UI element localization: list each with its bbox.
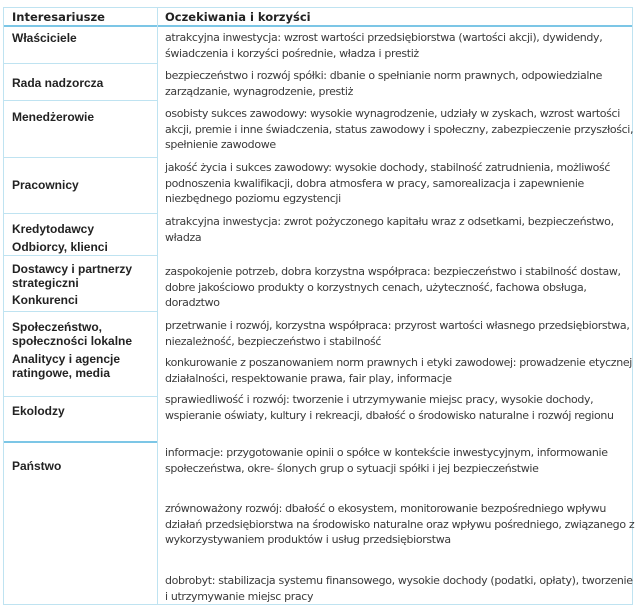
- stakeholder-label: Analitycy i agencje ratingowe, media: [12, 352, 121, 380]
- expectation-text: jakość życia i sukces zawodowy: wysokie dochody, stabilność zatrudnienia, możliwość podnoszenia kwalifikacji, dobra atmosfera w pracy, samorealizacja i zapewnienie niezbędnego poziomu egzystencji: [165, 161, 611, 205]
- expectation-text: konkurowanie z poszanowaniem norm prawnych i etyki zawodowej: prowadzenie etycznej działalności, respektowanie prawa, fair play, informacje: [165, 356, 632, 385]
- stakeholder-label: Ekolodzy: [12, 404, 65, 418]
- stakeholder-label: Właściciele: [12, 31, 77, 45]
- expectation-text: dobrobyt: stabilizacja systemu finansowego, wysokie dochody (podatki, opłaty), tworzenie i utrzymywanie miejsc pracy: [165, 574, 633, 603]
- table-row-creditors-clients: [4, 214, 157, 256]
- header-expectations: Oczekiwania i korzyści: [165, 10, 311, 24]
- table-row-state: [4, 443, 157, 605]
- table-header: [4, 8, 632, 27]
- expectation-text: sprawiedliwość i rozwój: tworzenie i utrzymywanie miejsc pracy, wysokie dochody, wspieranie oświaty, kultury i rekreacji, dbałość o środowisko naturalne i rozwój regionu: [165, 393, 614, 422]
- table-row-ecologists: [4, 397, 157, 443]
- table-row-managers: [4, 101, 157, 158]
- expectation-text: zaspokojenie potrzeb, dobra korzystna współpraca: bezpieczeństwo i stabilność dostaw, dobre jakościowo produkty o korzystnych cenach, użyteczność, fachowa obsługa, doradztwo: [165, 265, 621, 309]
- header-stakeholders: Interesariusze: [12, 10, 105, 24]
- table-row-society-analysts: [4, 312, 157, 397]
- stakeholders-table: [3, 7, 633, 605]
- stakeholder-label: Kredytodawcy: [12, 222, 95, 236]
- stakeholder-label: Społeczeństwo, społeczności lokalne: [12, 320, 133, 348]
- stakeholder-label: Dostawcy i partnerzy strategiczni: [12, 262, 133, 290]
- expectation-text: atrakcyjna inwestycja: zwrot pożyczonego kapitału wraz z odsetkami, bezpieczeństwo, władza: [165, 215, 614, 244]
- expectation-text: przetrwanie i rozwój, korzystna współpraca: przyrost wartości własnego przedsiębiorstwa, niezależność, bezpieczeństwo i stabilność: [165, 319, 630, 348]
- column-divider: [157, 8, 158, 604]
- stakeholder-label: Konkurenci: [12, 293, 79, 307]
- table-row-employees: [4, 158, 157, 214]
- table-row-suppliers-competitors: [4, 256, 157, 312]
- expectation-text: osobisty sukces zawodowy: wysokie wynagrodzenie, udziały w zyskach, wzrost wartości akcji, premie i inne świadczenia, status zawodowy i społeczny, zabezpieczenie przyszłości, spełnienie zawodowe: [165, 107, 634, 151]
- stakeholder-label: Państwo: [12, 459, 62, 473]
- stakeholder-label: Rada nadzorcza: [12, 76, 104, 90]
- table-row-owners: [4, 27, 157, 64]
- expectation-text: bezpieczeństwo i rozwój spółki: dbanie o spełnianie norm prawnych, odpowiedzialne zarządzanie, wynagrodzenie, prestiż: [165, 69, 603, 98]
- stakeholder-label: Menedżerowie: [12, 110, 95, 124]
- stakeholder-label: Pracownicy: [12, 178, 79, 192]
- expectation-text: zrównoważony rozwój: dbałość o ekosystem, monitorowanie bezpośredniego wpływu działań przedsiębiorstwa na środowisko naturalne oraz wpływu pośredniego, związanego z wykorzystywaniem produktów i usług przedsiębiorstwa: [165, 502, 635, 546]
- expectation-text: atrakcyjna inwestycja: wzrost wartości przedsiębiorstwa (wartości akcji), dywidendy, świadczenia i korzyści pośrednie, władza i prestiż: [165, 31, 603, 60]
- expectation-text: informacje: przygotowanie opinii o spółce w kontekście inwestycyjnym, informowanie społeczeństwa, okre- ślonych grup o sytuacji spółki i jej bezpieczeństwie: [165, 446, 608, 475]
- stakeholder-label: Odbiorcy, klienci: [12, 240, 108, 254]
- table-row-supervisory-board: [4, 64, 157, 101]
